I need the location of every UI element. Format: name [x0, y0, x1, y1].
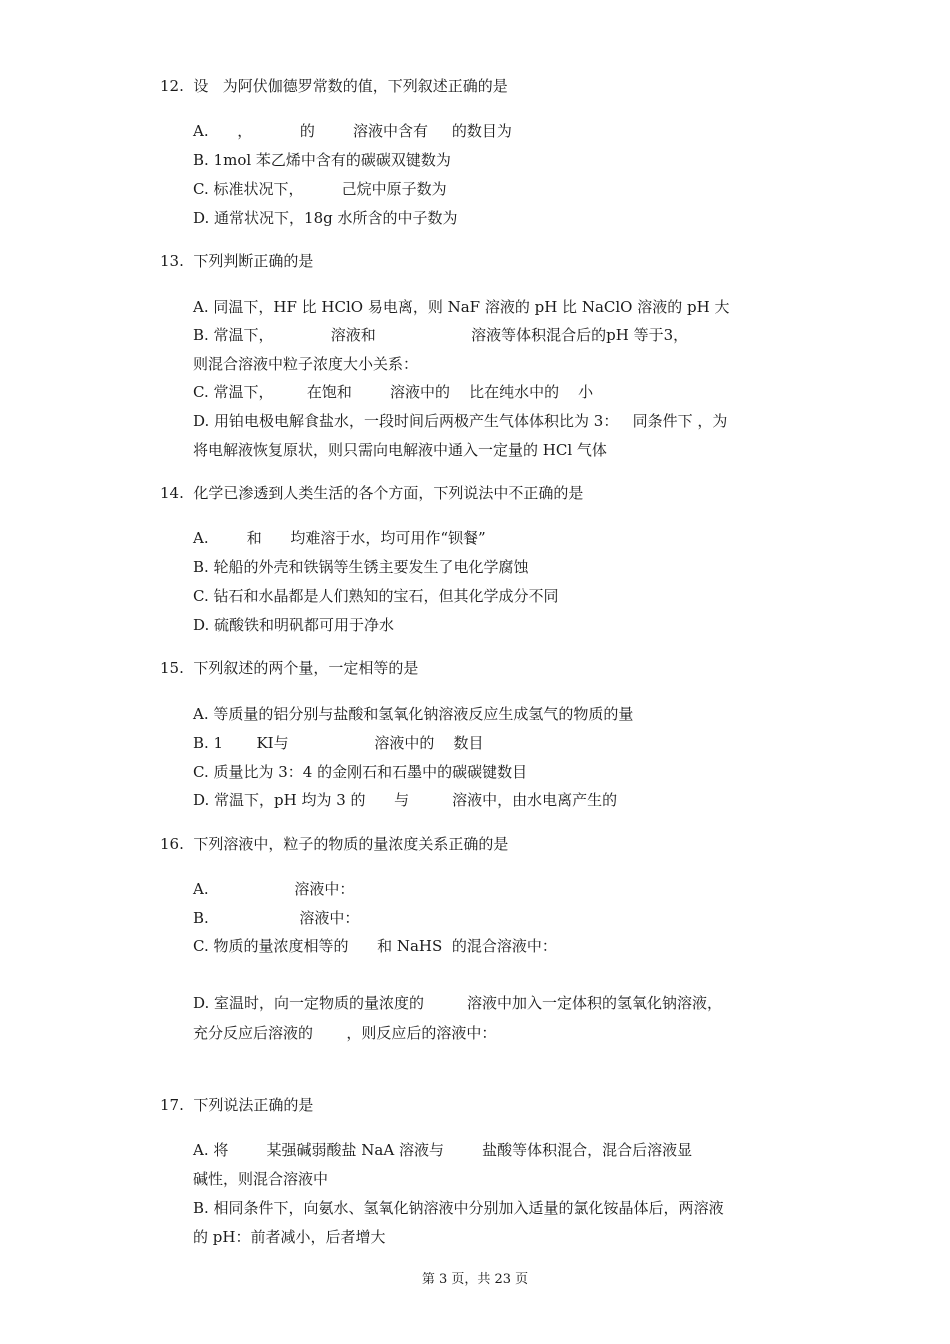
option-c: C. 钻石和水晶都是人们熟知的宝石，但其化学成分不同 [193, 587, 559, 605]
option-d-continued: 将电解液恢复原状，则只需向电解液中通入一定量的 HCl 气体 [193, 441, 607, 459]
option-d: D. 硫酸铁和明矾都可用于净水 [193, 616, 395, 634]
question-stem: 16. 下列溶液中，粒子的物质的量浓度关系正确的是 [160, 835, 509, 853]
question-stem: 15. 下列叙述的两个量，一定相等的是 [160, 659, 419, 677]
option-b-continued: 则混合溶液中粒子浓度大小关系： [193, 355, 419, 373]
option-a: A. 和 均难溶于水，均可用作“钡餐” [193, 529, 486, 547]
question-stem: 14. 化学已渗透到人类生活的各个方面，下列说法中不正确的是 [160, 484, 584, 502]
option-c: C. 标准状况下， 己烷中原子数为 [193, 180, 447, 198]
option-d: D. 常温下，pH 均为 3 的 与 溶液中，由水电离产生的 [193, 791, 618, 809]
option-b-continued: 的 pH：前者减小，后者增大 [193, 1228, 386, 1246]
option-d: D. 用铂电极电解食盐水，一段时间后两极产生气体体积比为 3： 同条件下 ，为 [193, 412, 728, 430]
option-b: B. 1 KI与 溶液中的 数目 [193, 734, 484, 752]
question-stem: 12. 设 为阿伏伽德罗常数的值，下列叙述正确的是 [160, 77, 508, 95]
page-number: 第 3 页，共 23 页 [421, 1272, 529, 1287]
option-a: A. 溶液中： [193, 880, 355, 898]
option-c: C. 常温下， 在饱和 溶液中的 比在纯水中的 小 [193, 383, 594, 401]
option-a: A. 等质量的铝分别与盐酸和氢氧化钠溶液反应生成氢气的物质的量 [193, 705, 634, 723]
option-b: B. 轮船的外壳和铁锅等生锈主要发生了电化学腐蚀 [193, 558, 529, 576]
option-a: A. ， 的 溶液中含有 的数目为 [193, 122, 512, 140]
option-a: A. 同温下，HF 比 HClO 易电离，则 NaF 溶液的 pH 比 NaClO 溶液的 pH 大 [193, 298, 730, 316]
option-b: B. 溶液中： [193, 909, 360, 927]
option-d: D. 室温时，向一定物质的量浓度的 溶液中加入一定体积的氢氧化钠溶液， [193, 994, 722, 1012]
option-d: D. 通常状况下，18g 水所含的中子数为 [193, 209, 458, 227]
option-b: B. 相同条件下，向氨水、氢氧化钠溶液中分别加入适量的氯化铵晶体后，两溶液 [193, 1199, 724, 1217]
option-d-continued: 充分反应后溶液的 ，则反应后的溶液中： [193, 1024, 497, 1042]
question-stem: 17. 下列说法正确的是 [160, 1096, 314, 1114]
question-stem: 13. 下列判断正确的是 [160, 252, 314, 270]
option-a-continued: 碱性，则混合溶液中 [193, 1170, 329, 1188]
option-c: C. 质量比为 3：4 的金刚石和石墨中的碳碳键数目 [193, 763, 528, 781]
option-b: B. 1mol 苯乙烯中含有的碳碳双键数为 [193, 151, 451, 169]
option-c: C. 物质的量浓度相等的 和 NaHS 的混合溶液中： [193, 937, 557, 955]
option-a: A. 将 某强碱弱酸盐 NaA 溶液与 盐酸等体积混合，混合后溶液显 [193, 1141, 693, 1159]
option-b: B. 常温下， 溶液和 溶液等体积混合后的pH 等于3， [193, 326, 689, 344]
